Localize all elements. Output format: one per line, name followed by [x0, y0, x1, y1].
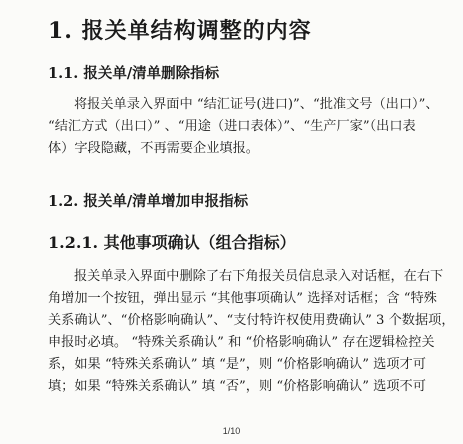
- paragraph-line: 角增加一个按钮，弹出显示 “其他事项确认” 选择对话框；含 “特殊: [48, 291, 437, 306]
- section-1-2-heading: 1.2. 报关单/清单增加申报指标: [48, 193, 249, 210]
- paragraph-line: 关系确认”、“价格影响确认”、“支付特许权使用费确认” 3 个数据项，: [48, 313, 455, 328]
- paragraph-line: 体）字段隐藏，不再需要企业填报。: [48, 141, 259, 156]
- section-1-1-paragraph: [48, 94, 439, 160]
- section-1-2-1-paragraph: [48, 266, 455, 398]
- paragraph-line: 系，如果 “特殊关系确认” 填 “是”，则 “价格影响确认” 选项才可: [48, 357, 426, 372]
- paragraph-line: 将报关单录入界面中 “结汇证号(进口)”、“批准文号（出口）”、: [74, 97, 439, 112]
- section-1-1-heading: 1.1. 报关单/清单删除指标: [48, 65, 220, 82]
- page-number: 1/10: [222, 426, 241, 436]
- paragraph-line: “结汇方式（出口）” 、“用途（进口表体）”、“生产厂家”（出口表: [48, 119, 416, 134]
- paragraph-line: 申报时必填。 “特殊关系确认” 和 “价格影响确认” 存在逻辑检控关: [48, 335, 435, 350]
- paragraph-line: 报关单录入界面中删除了右下角报关员信息录入对话框，在右下: [74, 269, 444, 284]
- main-heading: 1. 报关单结构调整的内容: [48, 18, 312, 44]
- section-1-2-1-heading: 1.2.1. 其他事项确认（组合指标）: [48, 233, 296, 252]
- paragraph-line: 填；如果 “特殊关系确认” 填 “否”，则 “价格影响确认” 选项不可: [48, 379, 426, 394]
